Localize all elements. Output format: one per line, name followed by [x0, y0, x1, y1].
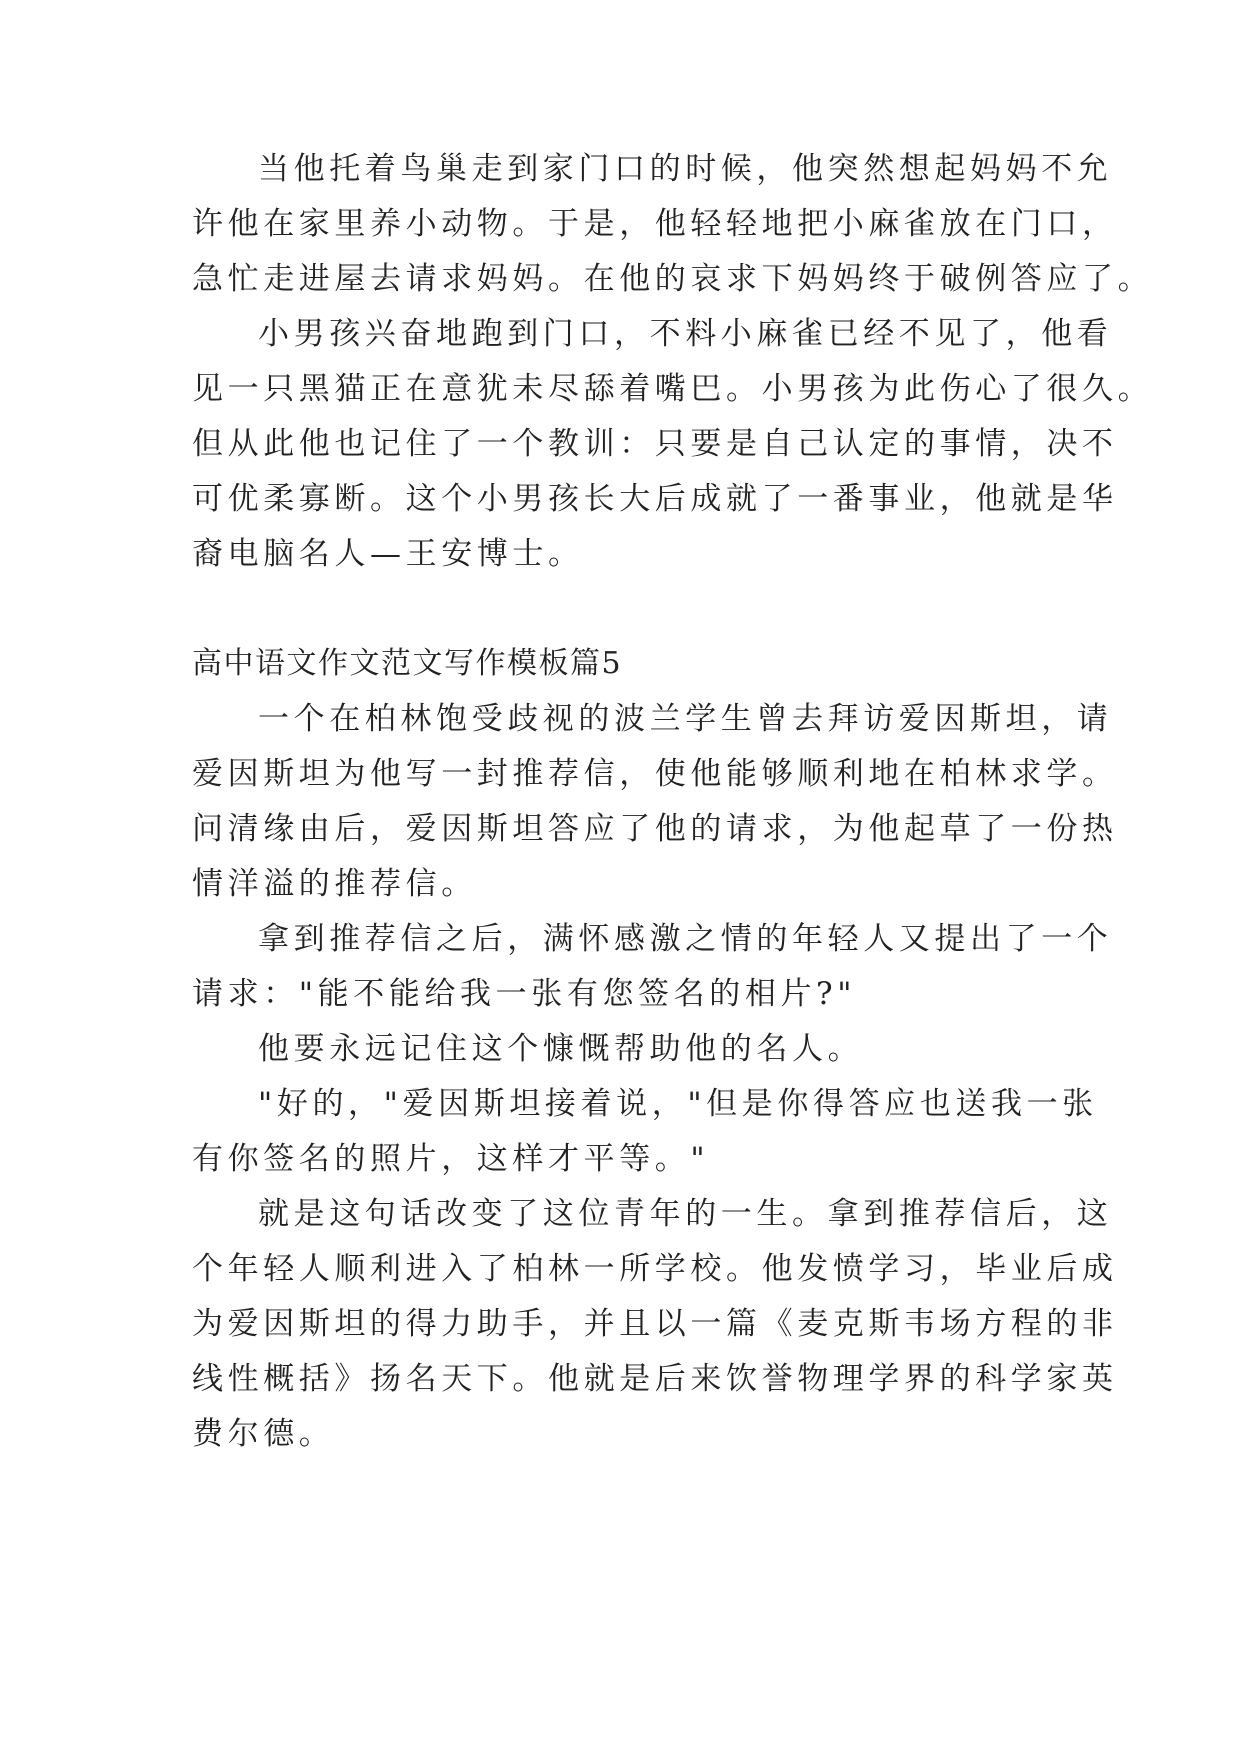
paragraph-line: 就是这句话改变了这位青年的一生。拿到推荐信后，这 — [258, 1196, 1113, 1232]
paragraph-line: 但从此他也记住了一个教训：只要是自己认定的事情，决不 — [192, 426, 1118, 462]
paragraph-line: 一个在柏林饱受歧视的波兰学生曾去拜访爱因斯坦，请 — [258, 701, 1113, 737]
paragraph-line: 当他托着鸟巢走到家门口的时候，他突然想起妈妈不允 — [258, 151, 1113, 187]
paragraph-line: 为爱因斯坦的得力助手，并且以一篇《麦克斯韦场方程的非 — [192, 1306, 1118, 1342]
paragraph-line: 小男孩兴奋地跑到门口，不料小麻雀已经不见了，他看 — [258, 316, 1113, 352]
paragraph-line: 拿到推荐信之后，满怀感激之情的年轻人又提出了一个 — [258, 921, 1113, 957]
paragraph-line: 见一只黑猫正在意犹未尽舔着嘴巴。小男孩为此伤心了很久。 — [192, 371, 1154, 407]
paragraph-line: 问清缘由后，爱因斯坦答应了他的请求，为他起草了一份热 — [192, 811, 1118, 847]
paragraph-line: 许他在家里养小动物。于是，他轻轻地把小麻雀放在门口， — [192, 206, 1118, 242]
paragraph-line: 费尔德。 — [192, 1416, 335, 1452]
paragraph-line: 情洋溢的推荐信。 — [192, 866, 477, 902]
section-heading: 高中语文作文范文写作模板篇5 — [192, 646, 623, 681]
paragraph-line: 爱因斯坦为他写一封推荐信，使他能够顺利地在柏林求学。 — [192, 756, 1118, 792]
paragraph-line: 可优柔寡断。这个小男孩长大后成就了一番事业，他就是华 — [192, 481, 1118, 517]
paragraph-line: 线性概括》扬名天下。他就是后来饮誉物理学界的科学家英 — [192, 1361, 1118, 1397]
paragraph-line: 个年轻人顺利进入了柏林一所学校。他发愤学习，毕业后成 — [192, 1251, 1118, 1287]
paragraph-line: 急忙走进屋去请求妈妈。在他的哀求下妈妈终于破例答应了。 — [192, 261, 1154, 297]
paragraph-line: 请求："能不能给我一张有您签名的相片?" — [192, 976, 857, 1012]
paragraph-line: 有你签名的照片，这样才平等。" — [192, 1141, 710, 1177]
paragraph-line: 裔电脑名人—王安博士。 — [192, 536, 584, 572]
paragraph-line: 他要永远记住这个慷慨帮助他的名人。 — [258, 1031, 864, 1067]
paragraph-line: "好的，"爱因斯坦接着说，"但是你得答应也送我一张 — [258, 1086, 1098, 1122]
